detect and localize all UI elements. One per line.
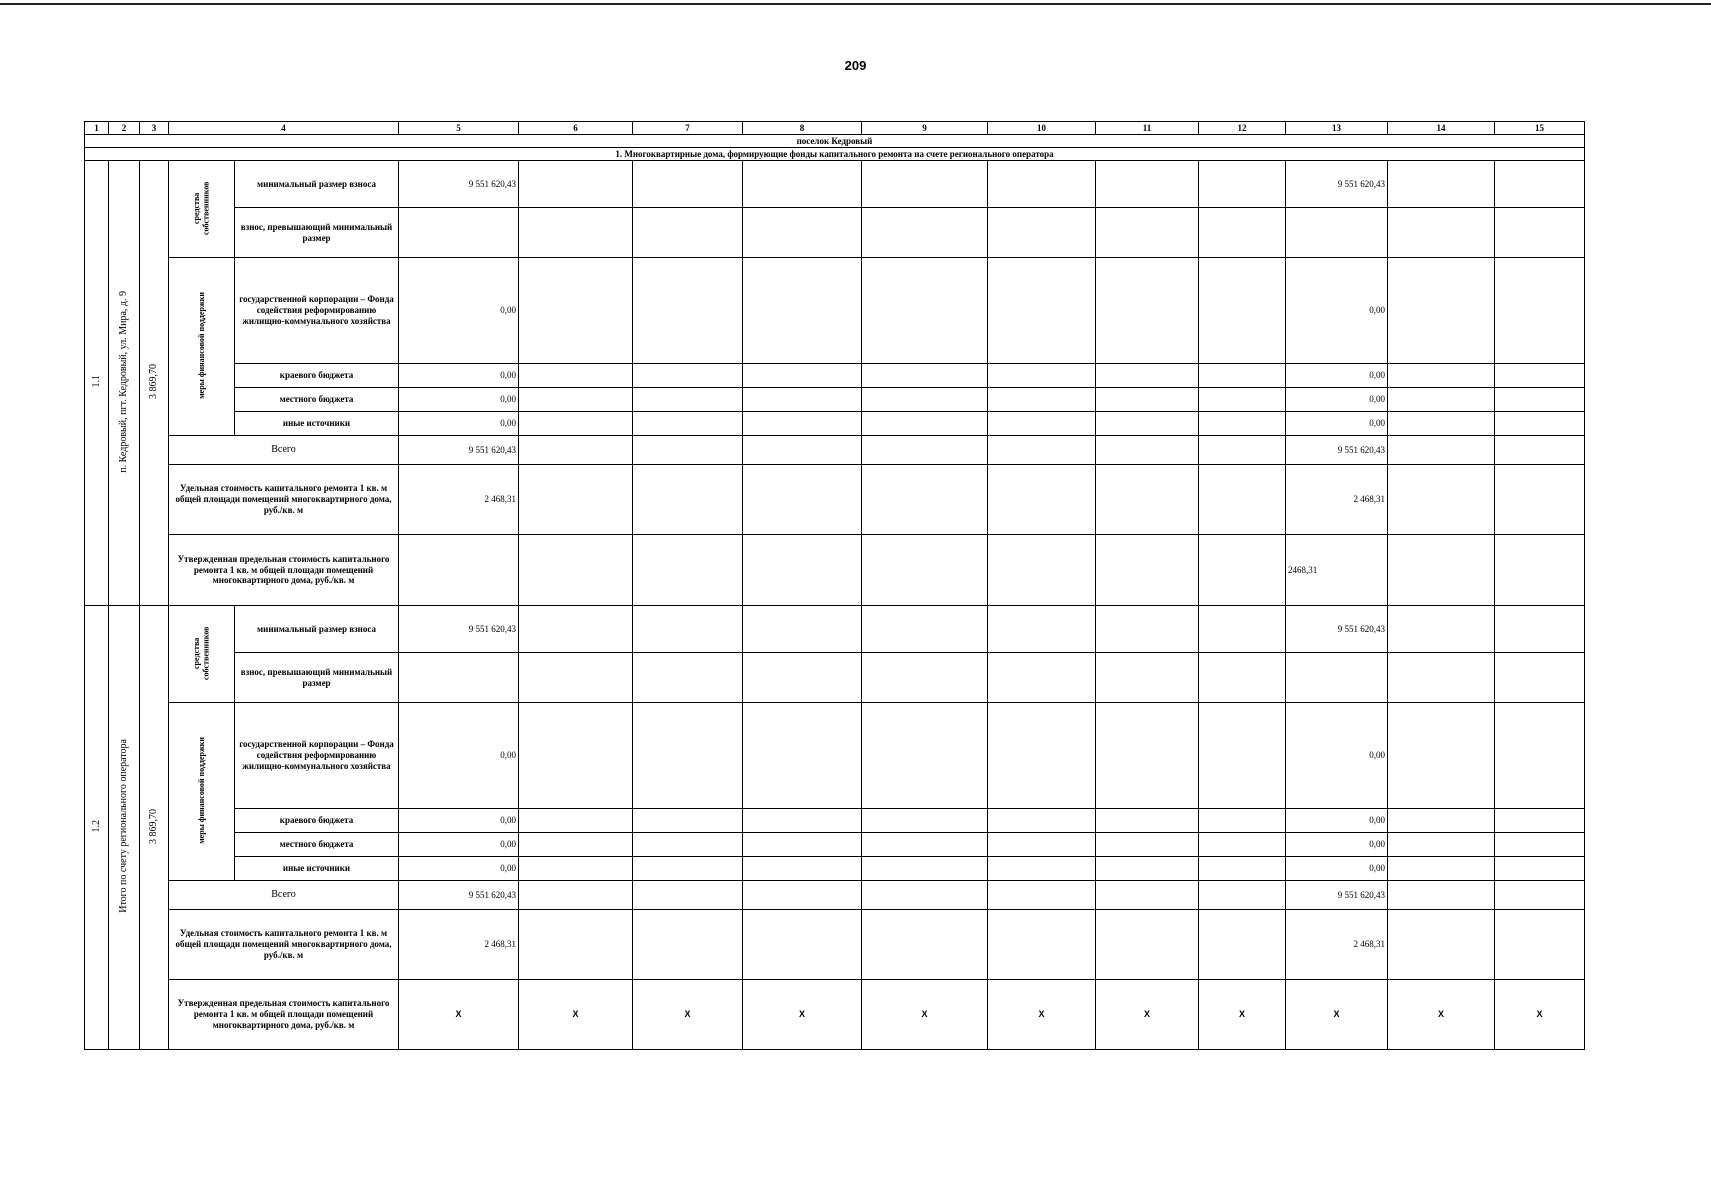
row-label: взнос, превышающий минимальный размер	[235, 653, 399, 703]
row-label: Утвержденная предельная стоимость капитального ремонта 1 кв. м общей площади помещений многоквартирного дома, руб./кв. м	[169, 535, 399, 606]
col-header: 10	[988, 122, 1096, 135]
row-label: минимальный размер взноса	[235, 161, 399, 208]
row-number-cell	[85, 161, 109, 606]
value-cell: 0,00	[399, 258, 519, 364]
row-label: Удельная стоимость капитального ремонта 1 кв. м общей площади помещений многоквартирного дома, руб./кв. м	[169, 465, 399, 535]
value-cell: 0,00	[1286, 258, 1388, 364]
col-header: 1	[85, 122, 109, 135]
col-header: 15	[1495, 122, 1585, 135]
value-cell: 9 551 620,43	[1286, 161, 1388, 208]
value-cell: 2 468,31	[399, 465, 519, 535]
table-row	[85, 653, 1585, 703]
page-number: 209	[844, 58, 867, 73]
row-label: местного бюджета	[235, 833, 399, 857]
value-cell: 9 551 620,43	[399, 606, 519, 653]
row-label: Удельная стоимость капитального ремонта 1 кв. м общей площади помещений многоквартирного дома, руб./кв. м	[169, 910, 399, 980]
table-row	[85, 809, 1585, 833]
row-label: Утвержденная предельная стоимость капитального ремонта 1 кв. м общей площади помещений многоквартирного дома, руб./кв. м	[169, 980, 399, 1050]
column-number-row	[85, 122, 1585, 135]
not-applicable-mark: X	[519, 980, 633, 1050]
not-applicable-mark: X	[743, 980, 862, 1050]
area-cell	[140, 161, 169, 606]
col-header: 2	[109, 122, 140, 135]
support-measures-label: меры финансовой поддержки	[196, 291, 206, 399]
row-label: государственной корпорации – Фонда содействия реформированию жилищно-коммунального хозяйства	[235, 258, 399, 364]
address-cell	[109, 161, 140, 606]
value-cell: 0,00	[1286, 364, 1388, 388]
owners-funds-label: средства собственников	[191, 625, 211, 680]
value-cell: 0,00	[399, 412, 519, 436]
support-measures-group	[169, 258, 235, 436]
col-header: 3	[140, 122, 169, 135]
not-applicable-mark: X	[1286, 980, 1388, 1050]
table-row	[85, 535, 1585, 606]
value-cell: 0,00	[1286, 809, 1388, 833]
col-header: 9	[862, 122, 988, 135]
row-number-cell	[85, 606, 109, 1050]
top-border-line	[0, 3, 1711, 5]
col-header: 7	[633, 122, 743, 135]
table-row	[85, 910, 1585, 980]
table-row	[85, 412, 1585, 436]
col-header: 5	[399, 122, 519, 135]
col-header: 6	[519, 122, 633, 135]
row-number: 1.1	[90, 375, 102, 388]
area: 3 869,70	[148, 364, 159, 400]
table-row	[85, 465, 1585, 535]
row-label: краевого бюджета	[235, 364, 399, 388]
row-label: взнос, превышающий минимальный размер	[235, 208, 399, 258]
owners-funds-group	[169, 606, 235, 703]
table-row	[85, 161, 1585, 208]
row-label: Всего	[169, 881, 399, 910]
subsection-row	[85, 148, 1585, 161]
table-row	[85, 364, 1585, 388]
row-label: краевого бюджета	[235, 809, 399, 833]
row-label: Всего	[169, 436, 399, 465]
value-cell: 2 468,31	[1286, 465, 1388, 535]
value-cell: 0,00	[399, 388, 519, 412]
owners-funds-group	[169, 161, 235, 258]
table-row	[85, 258, 1585, 364]
row-label: иные источники	[235, 412, 399, 436]
value-cell: 0,00	[1286, 388, 1388, 412]
not-applicable-mark: X	[862, 980, 988, 1050]
row-number: 1.2	[90, 819, 102, 833]
col-header: 12	[1199, 122, 1286, 135]
value-cell: 0,00	[1286, 703, 1388, 809]
value-cell: 9 551 620,43	[399, 881, 519, 910]
not-applicable-mark: X	[399, 980, 519, 1050]
value-cell: 2 468,31	[1286, 910, 1388, 980]
support-measures-label: меры финансовой поддержки	[196, 736, 206, 844]
not-applicable-mark: X	[1495, 980, 1585, 1050]
table-row	[85, 388, 1585, 412]
table-row	[85, 703, 1585, 809]
not-applicable-mark: X	[988, 980, 1096, 1050]
area: 3 869,70	[148, 808, 159, 844]
value-cell: 9 551 620,43	[1286, 881, 1388, 910]
col-header: 8	[743, 122, 862, 135]
table-row	[85, 208, 1585, 258]
table-row	[85, 436, 1585, 465]
support-measures-group	[169, 703, 235, 881]
not-applicable-mark: X	[1388, 980, 1495, 1050]
value-cell: 0,00	[399, 703, 519, 809]
value-cell: 9 551 620,43	[1286, 436, 1388, 465]
value-cell: 9 551 620,43	[399, 436, 519, 465]
value-cell: 0,00	[1286, 833, 1388, 857]
section-row	[85, 135, 1585, 148]
table-row	[85, 980, 1585, 1050]
row-label: минимальный размер взноса	[235, 606, 399, 653]
value-cell: 2468,31	[1286, 535, 1388, 606]
table-row	[85, 857, 1585, 881]
table-row	[85, 833, 1585, 857]
value-cell: 9 551 620,43	[1286, 606, 1388, 653]
col-header: 4	[169, 122, 399, 135]
col-header: 11	[1096, 122, 1199, 135]
value-cell: 0,00	[399, 364, 519, 388]
value-cell: 0,00	[1286, 857, 1388, 881]
address-cell	[109, 606, 140, 1050]
subsection-title: 1. Многоквартирные дома, формирующие фонды капитального ремонта на счете регионального оператора	[85, 148, 1585, 161]
value-cell: 0,00	[399, 833, 519, 857]
table-row	[85, 881, 1585, 910]
area-cell	[140, 606, 169, 1050]
not-applicable-mark: X	[633, 980, 743, 1050]
row-label: государственной корпорации – Фонда содействия реформированию жилищно-коммунального хозяйства	[235, 703, 399, 809]
address: Итого по счету регионального оператора	[118, 739, 129, 913]
address: п. Кедровый, пгт. Кедровый, ул. Мира, д. 9	[118, 290, 129, 473]
col-header: 14	[1388, 122, 1495, 135]
value-cell: 9 551 620,43	[399, 161, 519, 208]
row-label: местного бюджета	[235, 388, 399, 412]
value-cell: 0,00	[399, 809, 519, 833]
not-applicable-mark: X	[1199, 980, 1286, 1050]
row-label: иные источники	[235, 857, 399, 881]
section-title: поселок Кедровый	[85, 135, 1585, 148]
owners-funds-label: средства собственников	[191, 180, 211, 235]
value-cell: 0,00	[399, 857, 519, 881]
table-row	[85, 606, 1585, 653]
value-cell: 0,00	[1286, 412, 1388, 436]
capital-repair-table	[84, 121, 1585, 1050]
not-applicable-mark: X	[1096, 980, 1199, 1050]
col-header: 13	[1286, 122, 1388, 135]
value-cell: 2 468,31	[399, 910, 519, 980]
